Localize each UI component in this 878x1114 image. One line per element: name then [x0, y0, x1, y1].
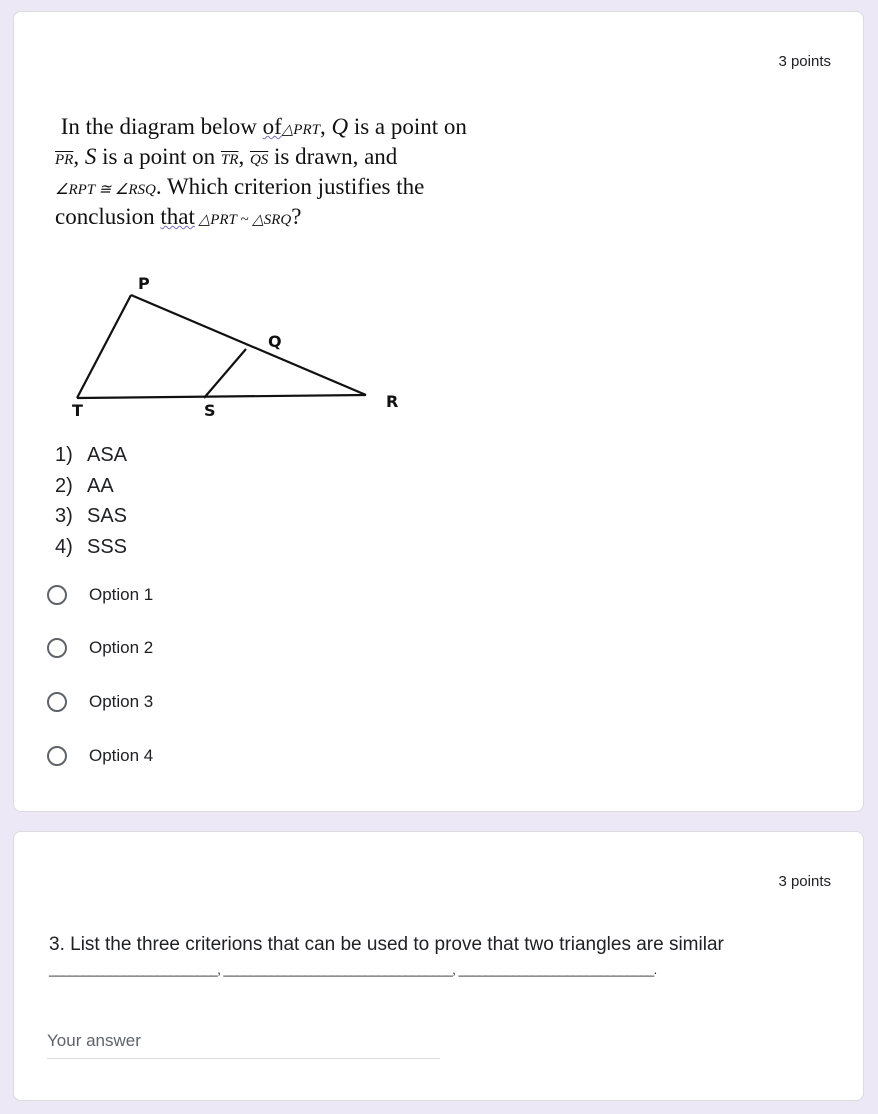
choice-item: 4) SSS: [55, 535, 128, 558]
question-card-3: [13, 831, 864, 1101]
radio-option-1[interactable]: [47, 580, 153, 610]
points-label: 3 points: [778, 53, 831, 70]
triangle-diagram: [64, 267, 414, 427]
option-label: Option 3: [89, 692, 154, 711]
label-t: T: [72, 401, 83, 420]
label-q: Q: [268, 332, 282, 351]
radio-option-3[interactable]: [47, 687, 153, 717]
question-text: In the diagram below of△PRT, Q is a point on $\overline{PR}$, S is a point on $\overline{TR}$, $\overline{QS}$ is drawn, and ∠RPT ≅ ∠RSQ. Which criterion justifies the conclusion that △PRT ~ △SRQ?: [55, 114, 467, 229]
answer-choices: [55, 440, 127, 562]
label-p: P: [138, 274, 150, 293]
points-label: 3 points: [778, 873, 831, 890]
choice-item: 1) ASA: [55, 444, 128, 466]
side-tr: [77, 395, 366, 398]
radio-circle-icon[interactable]: [47, 585, 67, 605]
radio-circle-icon[interactable]: [47, 638, 67, 658]
question-text: 3. List the three criterions that can be used to prove that two triangles are similar: [49, 934, 724, 955]
side-pt: [77, 295, 131, 398]
option-label: Option 2: [89, 638, 154, 657]
side-pr: [131, 295, 366, 395]
choice-item: 2) AA: [55, 474, 114, 497]
label-r: R: [386, 392, 399, 411]
option-label: Option 4: [89, 746, 154, 765]
radio-option-2[interactable]: [47, 633, 153, 663]
fill-in-blanks: _________________________, __________________________________, _____________________________.: [49, 962, 657, 977]
radio-option-4[interactable]: [47, 741, 153, 771]
label-s: S: [204, 401, 216, 420]
option-label: Option 1: [89, 585, 154, 604]
radio-circle-icon[interactable]: [47, 692, 67, 712]
answer-input[interactable]: [47, 1024, 440, 1059]
choice-item: 3) SAS: [55, 505, 128, 527]
radio-circle-icon[interactable]: [47, 746, 67, 766]
segment-qs: [204, 349, 246, 398]
question-card-2: [13, 11, 864, 812]
